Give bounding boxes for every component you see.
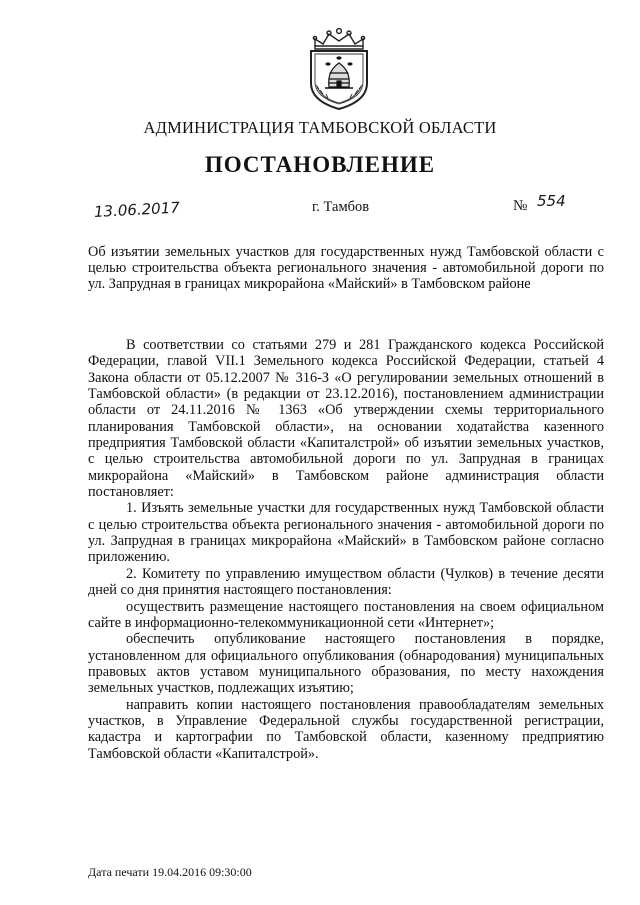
- document-city: г. Тамбов: [312, 199, 370, 215]
- document-subject: Об изъятии земельных участков для государственных нужд Тамбовской области с целью строительства объекта регионального значения - автомобильной дороги по ул. Запрудная в границах микрорайона «Майский» в Тамбовском районе: [88, 244, 604, 292]
- document-title: ПОСТАНОВЛЕНИЕ: [204, 152, 436, 177]
- document-number-label: №: [513, 198, 528, 214]
- body-paragraph: обеспечить опубликование настоящего постановления в порядке, установленном для официального опубликования (обнародования) муниципальных правовых актов уставом муниципального образования, по месту нахождения земельных участков, подлежащих изъятию;: [88, 631, 604, 697]
- body-paragraph: осуществить размещение настоящего постановления на своем официальном сайте в информационно-телекоммуникационной сети «Интернет»;: [88, 598, 604, 631]
- document-number: 554: [537, 192, 566, 210]
- body-paragraph: направить копии настоящего постановления правообладателям земельных участков, в Управление Федеральной службы государственной регистрации, кадастра и картографии по Тамбовской области, казенному предприятию Тамбовской области «Капиталстрой».: [88, 696, 604, 762]
- organization-name: АДМИНИСТРАЦИЯ ТАМБОВСКОЙ ОБЛАСТИ: [143, 118, 497, 137]
- body-paragraph: В соответствии со статьями 279 и 281 Гражданского кодекса Российской Федерации, главой VII.1 Земельного кодекса Российской Федерации, статьей 4 Закона области от 05.12.2007 № 316-З «О регулировании земельных отношений в Тамбовской области» (в редакции от 23.12.2016), постановлением администрации области от 24.11.2016 № 1363 «Об утверждении схемы территориального планирования Тамбовской области», на основании ходатайства казенного предприятия Тамбовской области «Капиталстрой» об изъятии земельных участков, с целью строительства автомобильной дороги по ул. Запрудная в границах микрорайона «Майский» в Тамбовском районе администрация области постановляет:: [88, 337, 604, 501]
- print-date: Дата печати 19.04.2016 09:30:00: [88, 865, 252, 879]
- coat-of-arms-icon: [301, 27, 377, 111]
- body-paragraph: 1. Изъять земельные участки для государственных нужд Тамбовской области с целью строительства объекта регионального значения - автомобильной дороги по ул. Запрудная в границах микрорайона «Майский» в Тамбовском районе согласно приложению.: [88, 500, 604, 566]
- document-date: 13.06.2017: [93, 198, 181, 221]
- document-body: [88, 337, 604, 762]
- body-paragraph: 2. Комитету по управлению имуществом области (Чулков) в течение десяти дней со дня принятия настоящего постановления:: [88, 565, 604, 599]
